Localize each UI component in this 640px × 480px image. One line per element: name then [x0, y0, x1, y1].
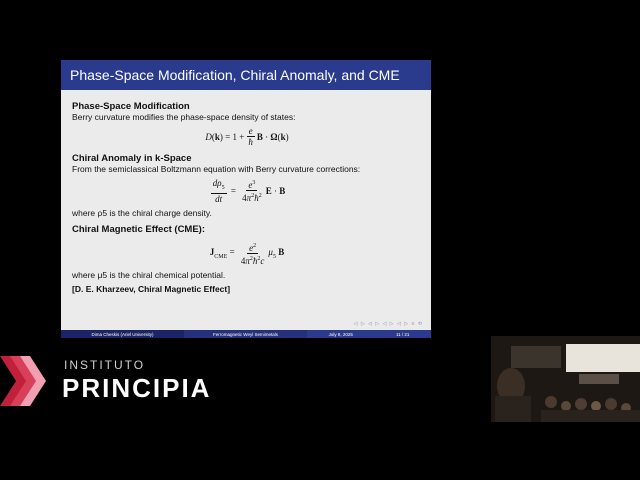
where-text: where ρ5 is the chiral charge density. [72, 207, 212, 218]
equation-cme: $J_{CME}$ = $\frac{e^2}{4\pi^2ħ^2c}$ $\mu_5$ B [209, 242, 285, 266]
beamer-nav-icons[interactable]: ◁ ▷ ◁ ▷ ◁ ▷ ◁ ▷ ≡ ⟲ [353, 321, 423, 327]
slide-title: Phase-Space Modification, Chiral Anomaly, and CME [61, 60, 431, 90]
equation-anomaly: $\frac{d\rho_5}{dt}$ = $\frac{e^3}{4\pi^2ħ^2}$ E · B [212, 178, 286, 204]
slide-content [72, 101, 422, 302]
presentation-slide [61, 60, 431, 338]
footer-page: 11 / 21 [395, 331, 410, 337]
section-heading: Phase-Space Modification [72, 101, 190, 112]
footer-talk: Ferromagnetic Weyl Semimetals [184, 330, 307, 338]
speaker-camera-view [491, 336, 640, 422]
brand-title: PRINCIPIA [62, 373, 212, 403]
slide-footer [61, 330, 431, 338]
section-text: From the semiclassical Boltzmann equation with Berry curvature corrections: [72, 164, 361, 174]
reference: [D. E. Kharzeev, Chiral Magnetic Effect] [72, 283, 231, 294]
institute-logo-mark-icon [0, 352, 48, 410]
footer-date: July 8, 2025 [328, 331, 353, 337]
where-text: where μ5 is the chiral chemical potential. [72, 269, 226, 280]
section-heading: Chiral Magnetic Effect (CME): [72, 223, 206, 235]
section-heading: Chiral Anomaly in k-Space [72, 153, 192, 164]
footer-date-page [307, 330, 431, 338]
brand-subtitle: INSTITUTO [64, 358, 146, 372]
section-text: Berry curvature modifies the phase-space density of states: [72, 112, 296, 122]
footer-author: Dima Cheskis (Ariel University) [61, 330, 184, 338]
equation-dos: D(k) = 1 + $\frac{e}{ħ}$ B · Ω(k) [205, 126, 289, 147]
